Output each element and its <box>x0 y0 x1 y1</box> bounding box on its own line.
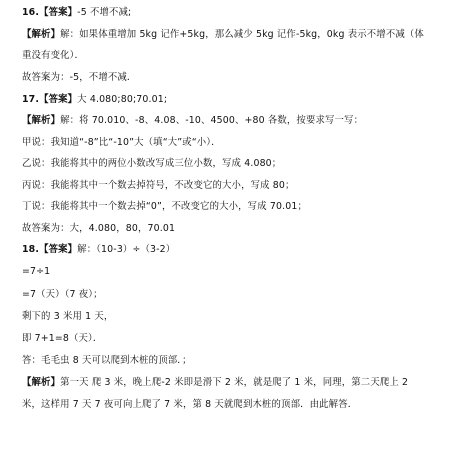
answer-18-line-5 <box>22 333 102 345</box>
analysis-17-line-1 <box>22 115 363 127</box>
analysis-17-line-4 <box>22 180 295 192</box>
analysis-17-line-5 <box>22 201 307 213</box>
analysis-text: 解：将 70.010、-8、4.08、-10、4500、+80 各数，按要求写一写： <box>60 115 364 126</box>
analysis-text: 米，这样用 7 天 7 夜可向上爬了 7 米，第 8 天就爬到木桩的顶部．由此解答． <box>22 399 358 410</box>
analysis-text: 解：如果体重增加 5kg 记作+5kg，那么减少 5kg 记作-5kg，0kg 表示不增不减（体 <box>60 29 424 40</box>
analysis-text: 乙说：我能将其中的两位小数改写成三位小数，写成 4.080； <box>22 158 282 169</box>
answer-tag: 【答案】 <box>39 244 78 255</box>
answer-tag: 【答案】 <box>39 94 78 105</box>
question-number: 16. <box>22 7 40 18</box>
conclusion-17-line <box>22 223 175 235</box>
answer-18-line-4 <box>22 311 113 323</box>
question-number: 17. <box>22 94 40 105</box>
answer-text: -5 不增不减; <box>77 7 132 18</box>
answer-17-line <box>22 94 167 106</box>
question-number: 18. <box>22 244 40 255</box>
analysis-18-line-2 <box>22 399 357 411</box>
analysis-text: 丙说：我能将其中一个数去掉符号，不改变它的大小，写成 80； <box>22 180 295 191</box>
answer-text: 答：毛毛虫 8 天可以爬到木桩的顶部．； <box>22 355 192 366</box>
answer-18-line <box>22 244 175 256</box>
answer-18-line-2 <box>22 266 50 278</box>
analysis-17-line-2 <box>22 137 221 149</box>
answer-text: 大 4.080;80;70.01; <box>77 94 168 105</box>
analysis-text: 丁说：我能将其中一个数去掉“0”，不改变它的大小，写成 70.01； <box>22 201 307 212</box>
conclusion-16-line <box>22 72 136 84</box>
analysis-text: 甲说：我知道“-8”比“-10”大（填“大”或“小）． <box>22 137 221 148</box>
analysis-tag: 【解析】 <box>22 29 61 40</box>
conclusion-text: 故答案为：大，4.080，80，70.01 <box>22 223 176 234</box>
analysis-18-line-1 <box>22 377 408 389</box>
answer-text: =7÷1 <box>22 266 51 277</box>
answer-18-line-3 <box>22 289 103 301</box>
conclusion-text: 故答案为：-5，不增不减． <box>22 72 137 83</box>
answer-16-line <box>22 7 131 19</box>
analysis-16-line-1 <box>22 29 424 41</box>
analysis-tag: 【解析】 <box>22 115 61 126</box>
answer-tag: 【答案】 <box>39 7 78 18</box>
answer-18-line-6 <box>22 355 192 367</box>
analysis-16-line-2 <box>22 50 84 62</box>
answer-text: =7（天）（7 夜）； <box>22 289 103 300</box>
analysis-text: 重没有变化）． <box>22 50 84 61</box>
answer-text: 解：（10-3）÷（3-2） <box>77 244 176 255</box>
analysis-tag: 【解析】 <box>22 377 61 388</box>
answer-text: 即 7+1=8（天）． <box>22 333 103 344</box>
answer-text: 剩下的 3 米用 1 天， <box>22 311 114 322</box>
analysis-text: 第一天 爬 3 米，晚上爬-2 米即是滑下 2 米，就是爬了 1 米，同理，第二天爬上 2 <box>60 377 409 388</box>
analysis-17-line-3 <box>22 158 281 170</box>
